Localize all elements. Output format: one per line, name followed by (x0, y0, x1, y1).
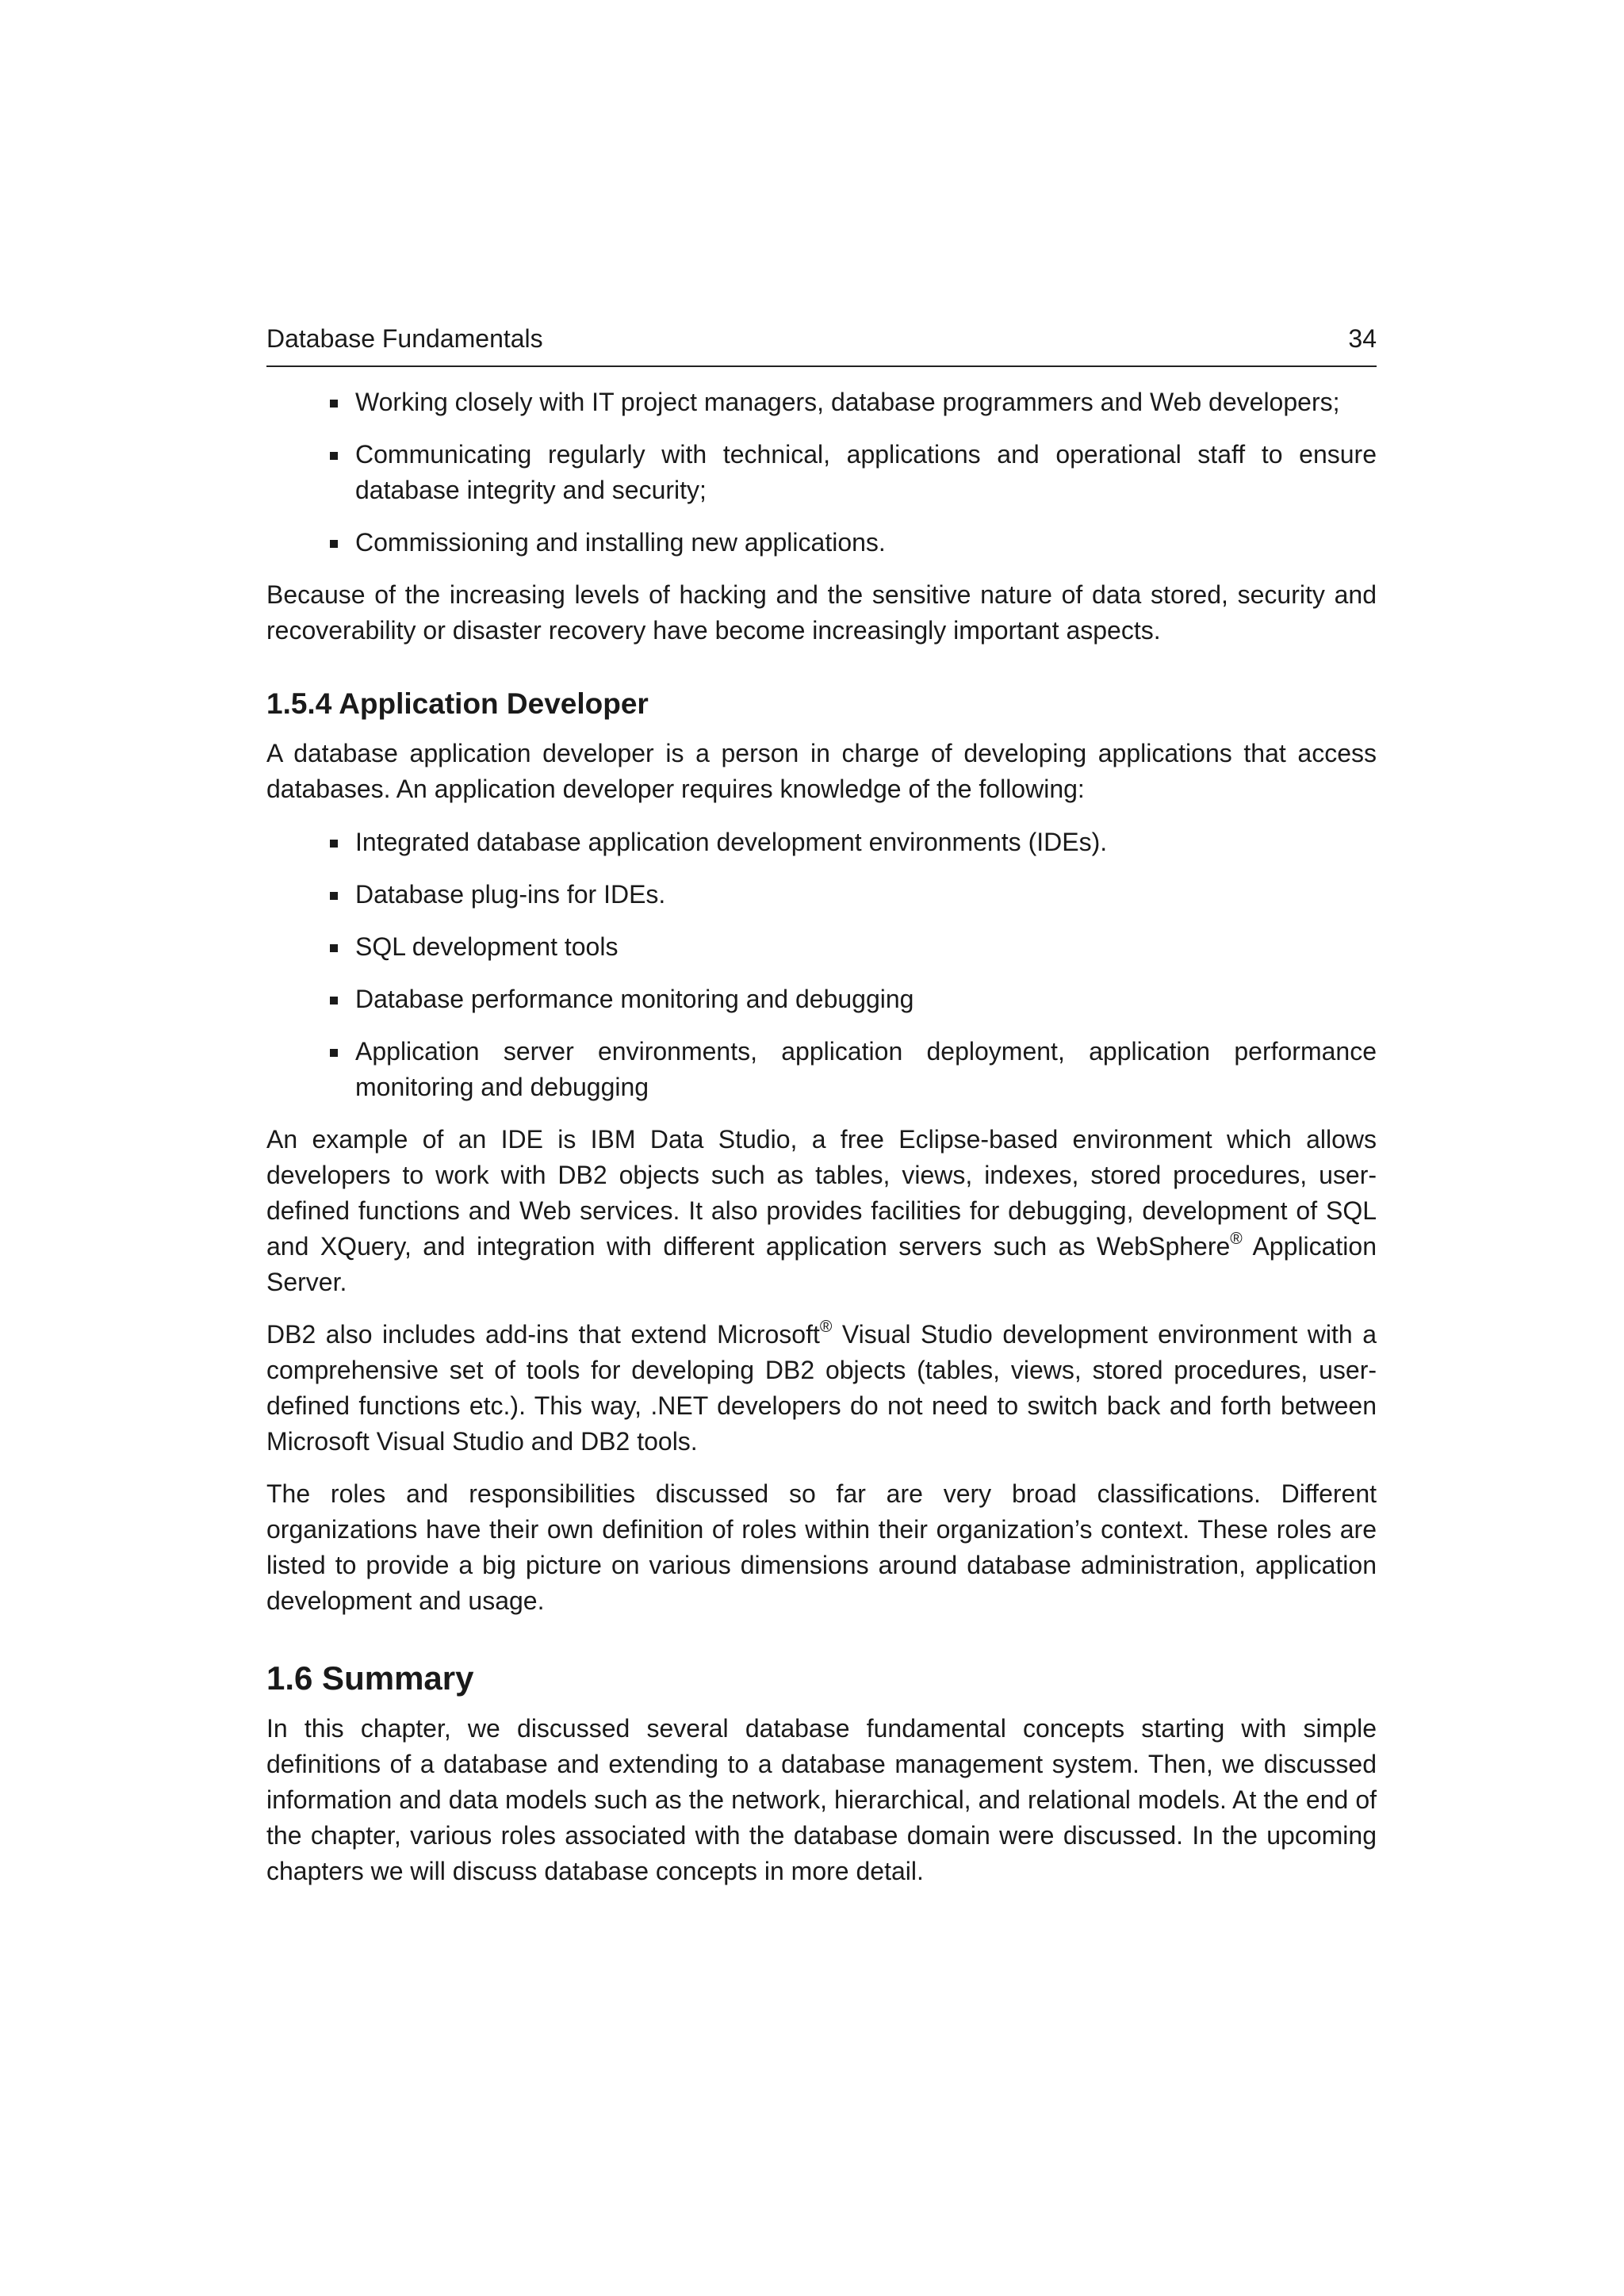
list-item: Application server environments, application deployment, application performance monitoring and debugging (355, 1034, 1377, 1105)
list-item: Database plug-ins for IDEs. (355, 877, 1377, 913)
list-item: Commissioning and installing new applications. (355, 525, 1377, 561)
section-heading-application-developer: 1.5.4 Application Developer (266, 687, 649, 720)
page-number: 34 (1348, 324, 1377, 353)
paragraph-text: DB2 also includes add-ins that extend Microsoft (266, 1320, 820, 1349)
paragraph-ide-example (266, 1122, 1377, 1300)
page-content (266, 385, 1377, 1889)
paragraph-db2-addins (266, 1317, 1377, 1460)
responsibilities-list (266, 385, 1377, 561)
paragraph-text: An example of an IDE is IBM Data Studio, a free Eclipse-based environment which allows developers to work with DB2 objects such as tables, views, indexes, stored procedures, user-defined functions and Web services. It also provides facilities for debugging, development of SQL and XQuery, and integration with different application servers such as WebSphere (266, 1125, 1377, 1261)
running-header (266, 321, 1377, 367)
developer-knowledge-list (266, 825, 1377, 1105)
paragraph-summary: In this chapter, we discussed several database fundamental concepts starting with simple definitions of a database and extending to a database management system. Then, we discussed information and data models such as the network, hierarchical, and relational models. At the end of the chapter, various roles associated with the database domain were discussed. In the upcoming chapters we will discuss database concepts in more detail. (266, 1714, 1377, 1885)
paragraph-developer-intro: A database application developer is a person in charge of developing applications that access databases. An application developer requires knowledge of the following: (266, 739, 1377, 803)
list-item: Database performance monitoring and debugging (355, 982, 1377, 1017)
registered-mark: ® (819, 1318, 833, 1336)
paragraph-text: Application Server. (266, 1232, 1377, 1296)
header-title: Database Fundamentals (266, 324, 543, 353)
list-item: Communicating regularly with technical, applications and operational staff to ensure database integrity and security; (355, 437, 1377, 508)
list-item: SQL development tools (355, 929, 1377, 965)
paragraph-security: Because of the increasing levels of hacking and the sensitive nature of data stored, security and recoverability or disaster recovery have become increasingly important aspects. (266, 580, 1377, 645)
list-item: Integrated database application development environments (IDEs). (355, 825, 1377, 860)
paragraph-text: Visual Studio development environment with a comprehensive set of tools for developing DB2 objects (tables, views, stored procedures, user-defined functions etc.). This way, .NET developers do not need to switch back and forth between Microsoft Visual Studio and DB2 tools. (266, 1320, 1377, 1456)
document-page (266, 321, 1377, 1906)
list-item: Working closely with IT project managers, database programmers and Web developers; (355, 385, 1377, 420)
section-heading-summary: 1.6 Summary (266, 1659, 474, 1697)
registered-mark: ® (1230, 1230, 1243, 1248)
paragraph-roles: The roles and responsibilities discussed so far are very broad classifications. Different organizations have their own definition of roles within their organization’s context. These roles are listed to provide a big picture on various dimensions around database administration, application development and usage. (266, 1479, 1377, 1615)
